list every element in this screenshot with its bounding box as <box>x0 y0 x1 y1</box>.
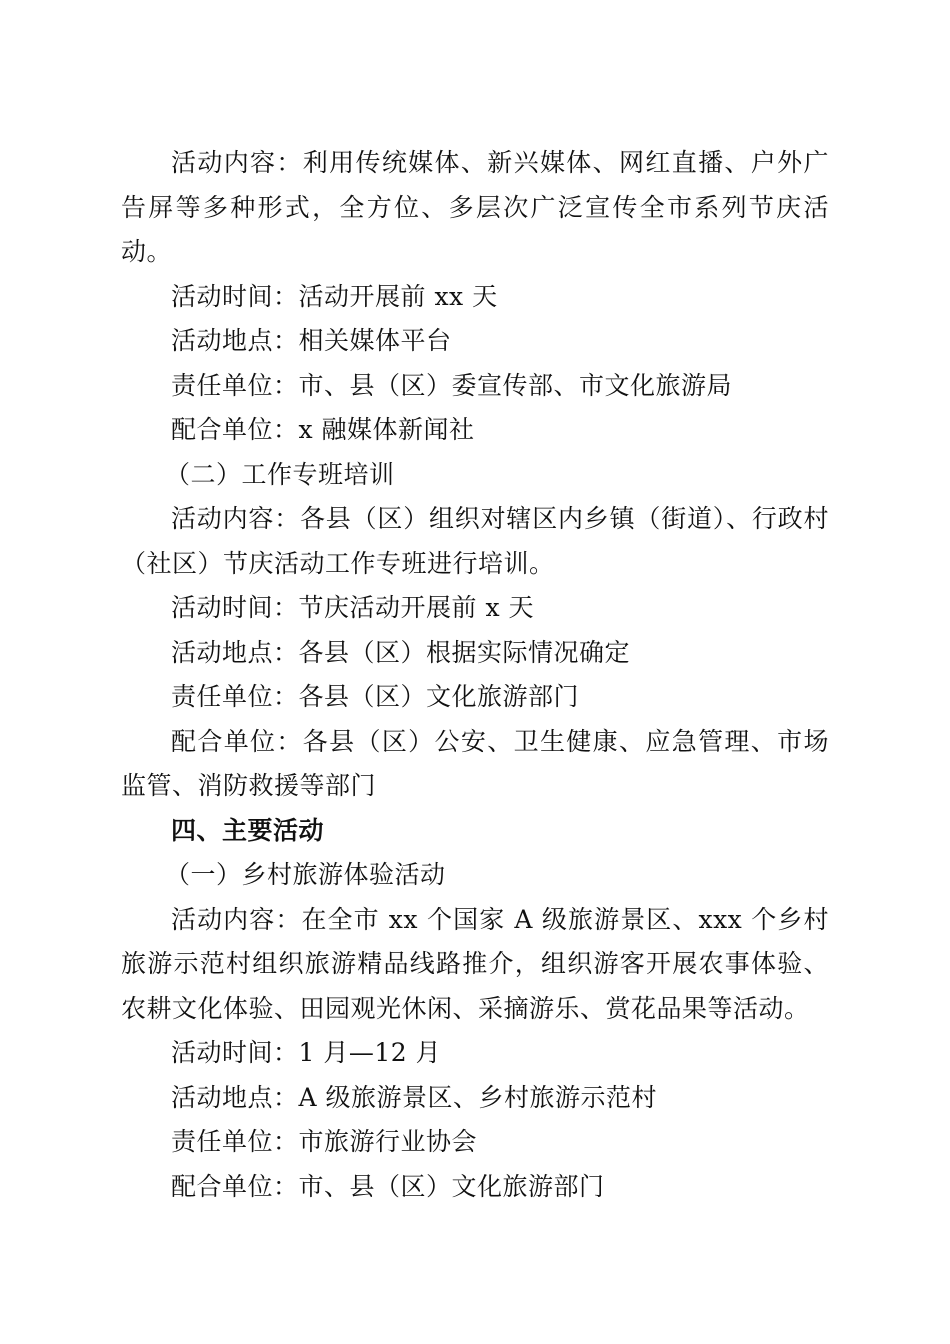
training-responsible-unit: 责任单位：各县（区）文化旅游部门 <box>171 682 580 711</box>
publicity-responsible-unit: 责任单位：市、县（区）委宣传部、市文化旅游局 <box>171 370 733 400</box>
publicity-time: 活动时间：活动开展前 xx 天 <box>171 281 498 311</box>
publicity-content: 活动内容：利用传统媒体、新兴媒体、网红直播、户外广告屏等多种形式，全方位、多层次广泛宣传全市系列节庆活动。 <box>121 148 829 266</box>
section-heading-rural-tourism: （一）乡村旅游体验活动 <box>165 860 446 889</box>
training-cooperating-unit: 配合单位：各县（区）公安、卫生健康、应急管理、市场监管、消防救援等部门 <box>121 726 829 800</box>
rural-tourism-cooperating-unit: 配合单位：市、县（区）文化旅游部门 <box>171 1171 605 1201</box>
training-content: 活动内容：各县（区）组织对辖区内乡镇（街道）、行政村（社区）节庆活动工作专班进行培训。 <box>121 504 829 578</box>
training-time: 活动时间：节庆活动开展前 x 天 <box>171 593 534 622</box>
rural-tourism-responsible-unit: 责任单位：市旅游行业协会 <box>171 1127 478 1156</box>
rural-tourism-location: 活动地点：A 级旅游景区、乡村旅游示范村 <box>171 1082 658 1112</box>
section-heading-training: （二）工作专班培训 <box>165 459 395 489</box>
publicity-location: 活动地点：相关媒体平台 <box>171 326 452 355</box>
training-location: 活动地点：各县（区）根据实际情况确定 <box>171 637 631 667</box>
rural-tourism-content: 活动内容：在全市 xx 个国家 A 级旅游景区、xxx 个乡村旅游示范村组织旅游精品线路推介，组织游客开展农事体验、农耕文化体验、田园观光休闲、采摘游乐、赏花品果等活动。 <box>121 904 829 1023</box>
section-heading-main-activities: 四、主要活动 <box>171 815 325 845</box>
publicity-cooperating-unit: 配合单位：x 融媒体新闻社 <box>171 415 475 444</box>
document-body <box>121 141 829 1209</box>
rural-tourism-time: 活动时间：1 月—12 月 <box>171 1038 442 1067</box>
